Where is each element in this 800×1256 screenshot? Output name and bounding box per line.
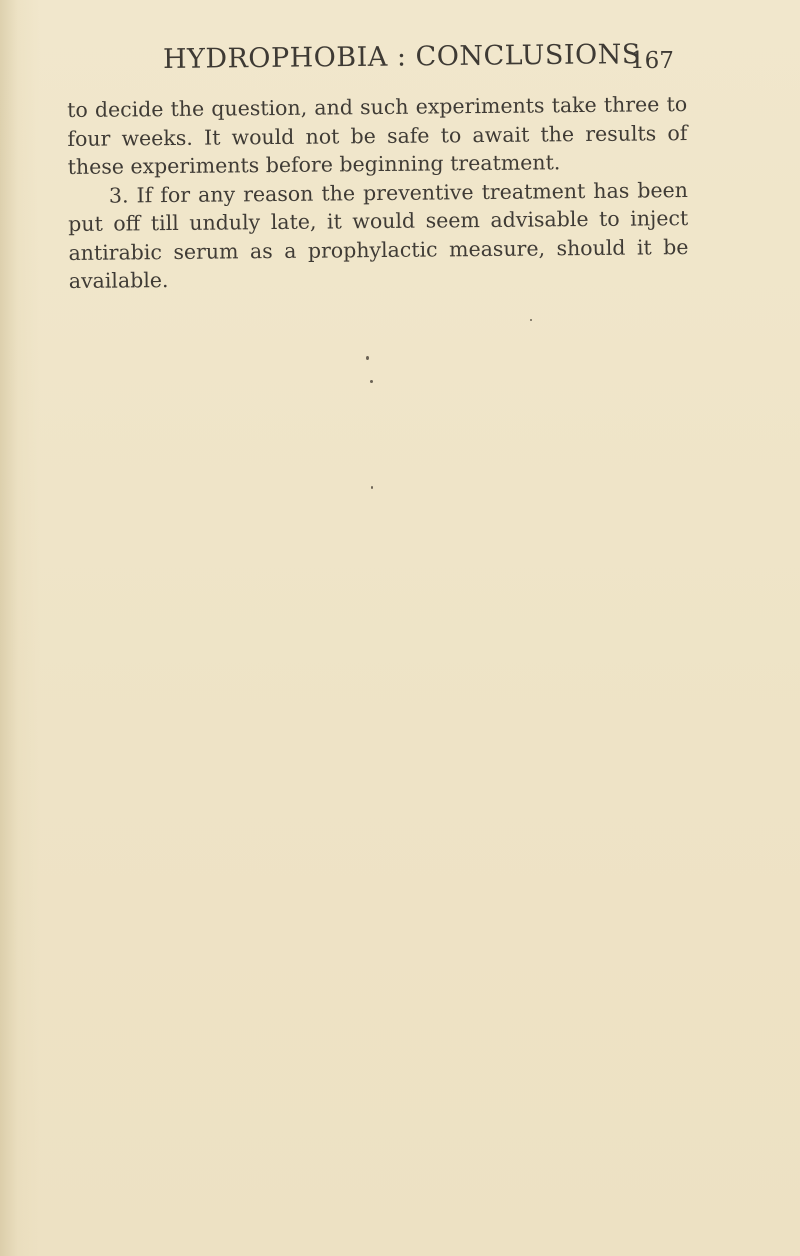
paragraph-numbered: 3. If for any reason the preventive treatment has been put off till unduly late, it would seem advisable to inject antirabic serum as a prophylactic measure, should it be available.	[68, 177, 689, 293]
paper-speck	[530, 319, 532, 321]
page-header	[0, 38, 800, 84]
running-title: HYDROPHOBIA : CONCLUSIONS	[162, 38, 641, 75]
paper-speck	[371, 486, 373, 489]
body-text	[67, 90, 689, 295]
page-number: 167	[630, 48, 674, 74]
paper-speck	[370, 380, 373, 383]
paragraph-continuation: to decide the question, and such experiments take three to four weeks. It would not be safe to await the results of these experiments before beginning treatment.	[67, 92, 688, 179]
paper-speck	[366, 356, 369, 360]
